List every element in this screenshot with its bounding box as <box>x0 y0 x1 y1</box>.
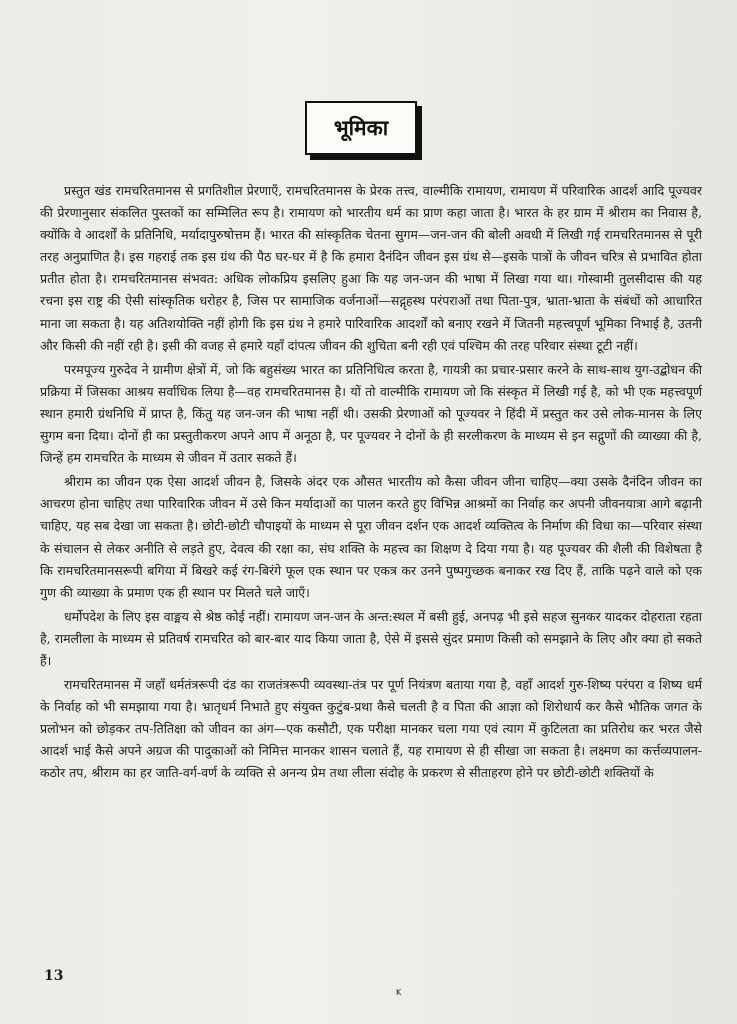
paragraph-5: रामचरितमानस में जहाँ धर्मतंत्ररूपी दंड का राजतंत्ररूपी व्यवस्था-तंत्र पर पूर्ण नियंत्रण बताया गया है, वहाँ आदर्श गुरु-शिष्य परंपरा व शिष्य धर्म के निर्वाह को भी समझाया गया है। भ्रातृधर्म निभाते हुए संयुक्त कुटुंब-प्रथा कैसे चलती है व पिता की आज्ञा को शिरोधार्य कर कैसे भौतिक जगत के प्रलोभन को छोड़कर तप-तितिक्षा को जीवन का अंग—एक कसौटी, एक परीक्षा मानकर चला गया एवं त्याग में कुटिलता का प्रतिरोध कर भरत जैसे आदर्श भाई कैसे अपने अग्रज की पादुकाओं को निमित्त मानकर शासन चलाते हैं, यह रामायण से ही सीखा जा सकता है। लक्ष्मण का कर्त्तव्यपालन-कठोर तप, श्रीराम का हर जाति-वर्ग-वर्ण के व्यक्ति से अनन्य प्रेम तथा लीला संदोह के प्रकरण से सीताहरण होने पर छोटी-छोटी शक्तियों के <box>40 677 702 781</box>
title-box <box>305 101 417 155</box>
footer-mark: K <box>396 988 402 997</box>
paragraph-2: परमपूज्य गुरुदेव ने ग्रामीण क्षेत्रों में, जो कि बहुसंख्य भारत का प्रतिनिधित्व करता है, गायत्री का प्रचार-प्रसार करने के साथ-साथ युग-उद्बोधन की प्रक्रिया में जिसका आश्रय सर्वाधिक लिया है—वह रामचरितमानस है। यों तो वाल्मीकि रामायण जो कि संस्कृत में लिखी गई है, को भी एक महत्त्वपूर्ण स्थान हमारी ग्रंथनिधि में प्राप्त है, किंतु यह जन-जन की भाषा नहीं थी। उसकी प्रेरणाओं को पूज्यवर ने हिंदी में प्रस्तुत कर उसे लोक-मानस के लिए सुगम बना दिया। दोनों ही का प्रस्तुतीकरण अपने आप में अनूठा है, पर पूज्यवर ने दोनों के ही सरलीकरण के माध्यम से इन सद्गुणों की व्याख्या की है, जिन्हें हम रामचरित के माध्यम से जीवन में उतार सकते हैं। <box>40 361 702 466</box>
body-text <box>40 180 702 787</box>
page-number: 13 <box>44 968 64 984</box>
page-title: भूमिका <box>333 116 389 140</box>
paragraph-3: श्रीराम का जीवन एक ऐसा आदर्श जीवन है, जिसके अंदर एक औसत भारतीय को कैसा जीवन जीना चाहिए—क्या उसके दैनंदिन जीवन का आचरण होना चाहिए तथा पारिवारिक जीवन में उसे किन मर्यादाओं का पालन करते हुए विभिन्न आश्रमों का निर्वाह कर अपनी जीवनयात्रा आगे बढ़ानी चाहिए, यह सब देखा जा सकता है। छोटी-छोटी चौपाइयों के माध्यम से पूरा जीवन दर्शन एक आदर्श व्यक्तित्व के निर्माण की विधा का—परिवार संस्था के संचालन से लेकर अनीति से लड़ते हुए, देवत्व की रक्षा का, संघ शक्ति के महत्त्व का शिक्षण दे दिया गया है। यह पूज्यवर की शैली की विशेषता है कि रामचरितमानसरूपी बगिया में बिखरे कई रंग-बिरंगे फूल एक स्थान पर एकत्र कर उनने पुष्पगुच्छक बनाकर रख दिए हैं, ताकि पढ़ने वाले को एक गुण की व्याख्या के प्रमाण एक ही स्थान पर मिलते चले जाएँ। <box>40 474 702 600</box>
paragraph-4: धर्मोपदेश के लिए इस वाङ्मय से श्रेष्ठ कोई नहीं। रामायण जन-जन के अन्त:स्थल में बसी हुई, अनपढ़ भी इसे सहज सुनकर यादकर दोहराता रहता है, रामलीला के माध्यम से प्रतिवर्ष रामचरित को बार-बार याद किया जाता है, ऐसे में इससे सुंदर प्रमाण किसी को समझाने के लिए और क्या हो सकते हैं। <box>40 608 702 668</box>
paragraph-1: प्रस्तुत खंड रामचरितमानस से प्रगतिशील प्रेरणाएँ, रामचरितमानस के प्रेरक तत्त्व, वाल्मीकि रामायण, रामायण में परिवारिक आदर्श आदि पूज्यवर की प्रेरणानुसार संकलित पुस्तकों का सम्मिलित रूप है। रामायण को भारतीय धर्म का प्राण कहा जाता है। भारत के हर ग्राम में श्रीराम का निवास है, क्योंकि वे आदर्शों के प्रतिनिधि, मर्यादापुरुषोत्तम हैं। भारत की सांस्कृतिक चेतना सुगम—जन-जन की बोली अवधी में लिखी गई रामचरितमानस से पूरी तरह अनुप्राणित है। इस गहराई तक इस ग्रंथ की पैठ घर-घर में है कि हमारा दैनंदिन जीवन इस ग्रंथ से—इसके पात्रों के जीवन चरित्र से प्रभावित होता प्रतीत होता है। रामचरितमानस संभवत: अधिक लोकप्रिय इसलिए हुआ कि यह जन-जन की भाषा में लिखा गया था। गोस्वामी तुलसीदास की यह रचना इस राष्ट्र की ऐसी सांस्कृतिक धरोहर है, जिस पर सामाजिक वर्जनाओं—सद्गृहस्थ परंपराओं तथा पिता-पुत्र, भ्राता-भ्राता के संबंधों को आधारित माना जा सकता है। यह अतिशयोक्ति नहीं होगी कि इस ग्रंथ ने हमारे पारिवारिक आदर्शों को बनाए रखने में जितनी महत्त्वपूर्ण भूमिका निभाई है, उतनी और किसी की नहीं रही है। इसी की वजह से हमारे यहाँ दांपत्य जीवन की शुचिता बनी रही एवं पश्चिम की तरह परिवार संस्था टूटी नहीं। <box>40 183 702 353</box>
